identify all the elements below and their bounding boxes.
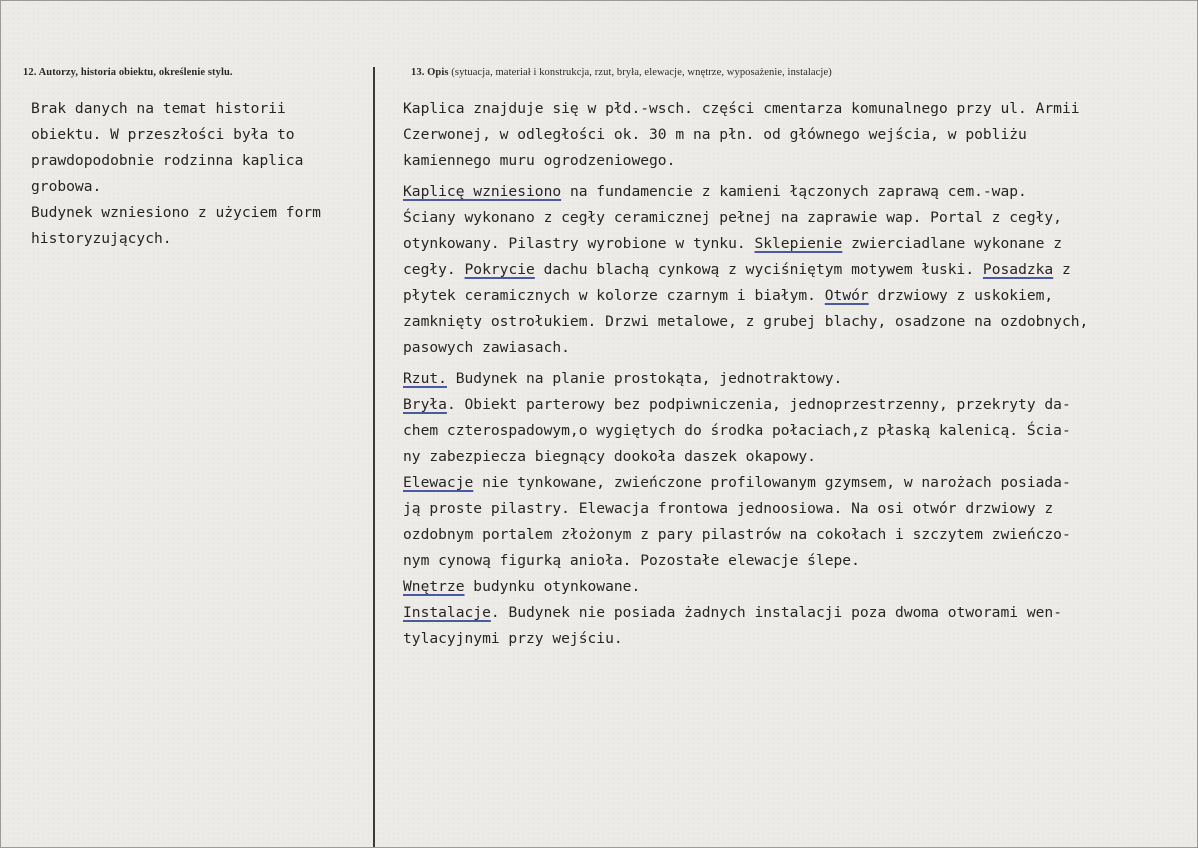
- line-text: pasowych zawiasach.: [403, 339, 570, 356]
- underlined-keyword: Bryła: [403, 396, 447, 413]
- section-13-line: [403, 257, 1088, 283]
- line-text: . Obiekt parterowy bez podpiwniczenia, jednoprzestrzenny, przekryty da-: [446, 396, 1071, 413]
- section-13-line: [403, 122, 1088, 148]
- section-13-line: [403, 574, 1088, 600]
- section-13-heading: [411, 67, 832, 78]
- underlined-keyword: Kaplicę wzniesiono: [403, 183, 562, 200]
- line-text: Ściany wykonano z cegły ceramicznej pełnej na zaprawie wap. Portal z cegły,: [403, 209, 1062, 226]
- section-13-line: [403, 309, 1088, 335]
- underlined-keyword: Posadzka: [982, 261, 1054, 278]
- section-12-line: prawdopodobnie rodzinna kaplica: [31, 152, 304, 169]
- line-text: . Budynek nie posiada żadnych instalacji poza dwoma otworami wen-: [490, 604, 1062, 621]
- section-12-line: obiektu. W przeszłości była to: [31, 126, 295, 143]
- section-13-line: [403, 148, 1088, 174]
- line-text: kamiennego muru ogrodzeniowego.: [403, 152, 676, 169]
- underlined-keyword: Pokrycie: [464, 261, 535, 278]
- section-13-line: [403, 205, 1088, 231]
- section-13-heading-number: 13. Opis: [411, 67, 449, 78]
- section-13-line: [403, 496, 1088, 522]
- line-text: Czerwonej, w odległości ok. 30 m na płn. od głównego wejścia, w pobliżu: [403, 126, 1027, 143]
- underlined-keyword: Sklepienie: [754, 235, 843, 252]
- line-text: ją proste pilastry. Elewacja frontowa jednoosiowa. Na osi otwór drzwiowy z: [403, 500, 1054, 517]
- section-13-line: [403, 418, 1088, 444]
- section-13-line: [403, 335, 1088, 361]
- line-text: Kaplica znajduje się w płd.-wsch. części cmentarza komunalnego przy ul. Armii: [403, 100, 1080, 117]
- section-13-line: [403, 522, 1088, 548]
- section-12-line: Brak danych na temat historii: [31, 100, 286, 117]
- line-text: Budynek na planie prostokąta, jednotraktowy.: [446, 370, 843, 387]
- section-13-line: [403, 96, 1088, 122]
- line-text: zamknięty ostrołukiem. Drzwi metalowe, z grubej blachy, osadzone na ozdobnych,: [403, 313, 1089, 330]
- section-13-line: [403, 626, 1088, 652]
- line-text: na fundamencie z kamieni łączonych zaprawą cem.-wap.: [561, 183, 1027, 200]
- section-12-line: Budynek wzniesiono z użyciem form: [31, 204, 321, 221]
- section-13-line: [403, 444, 1088, 470]
- line-text: zwierciadlane wykonane z: [842, 235, 1062, 252]
- underlined-keyword: Rzut.: [403, 370, 447, 387]
- section-13-line: [403, 231, 1088, 257]
- line-text: nym cynową figurką anioła. Pozostałe elewacje ślepe.: [403, 552, 860, 569]
- section-12-text: [31, 96, 321, 252]
- section-12-heading-text: 12. Autorzy, historia obiektu, określenie stylu.: [23, 67, 233, 78]
- line-text: drzwiowy z uskokiem,: [868, 287, 1054, 304]
- section-13-line: [403, 470, 1088, 496]
- section-12-heading: [23, 67, 233, 78]
- line-text: ozdobnym portalem złożonym z pary pilastrów na cokołach i szczytem zwieńczo-: [403, 526, 1071, 543]
- section-13-line: [403, 366, 1088, 392]
- underlined-keyword: Otwór: [824, 287, 869, 304]
- line-text: dachu blachą cynkową z wyciśniętym motywem łuski.: [534, 261, 983, 278]
- section-13-line: [403, 548, 1088, 574]
- underlined-keyword: Wnętrze: [403, 578, 465, 595]
- line-text: ny zabezpiecza biegnący dookoła daszek okapowy.: [403, 448, 816, 465]
- section-13-line: [403, 283, 1088, 309]
- line-text: tylacyjnymi przy wejściu.: [403, 630, 623, 647]
- section-12-line: grobowa.: [31, 178, 102, 195]
- underlined-keyword: Elewacje: [403, 474, 474, 491]
- line-text: budynku otynkowane.: [464, 578, 641, 595]
- section-13-text: [403, 96, 1088, 652]
- column-divider: [373, 67, 375, 847]
- line-text: z: [1053, 261, 1071, 278]
- line-text: nie tynkowane, zwieńczone profilowanym gzymsem, w narożach posiada-: [473, 474, 1071, 491]
- section-13-line: [403, 600, 1088, 626]
- line-text: cegły.: [403, 261, 465, 278]
- line-text: otynkowany. Pilastry wyrobione w tynku.: [403, 235, 755, 252]
- line-text: płytek ceramicznych w kolorze czarnym i białym.: [403, 287, 825, 304]
- section-13-line: [403, 179, 1088, 205]
- line-text: chem czterospadowym,o wygiętych do środka połaciach,z płaską kalenicą. Ścia-: [403, 422, 1071, 439]
- section-13-line: [403, 392, 1088, 418]
- underlined-keyword: Instalacje: [403, 604, 491, 621]
- section-12-line: historyzujących.: [31, 230, 172, 247]
- section-13-heading-scope: (sytuacja, materiał i konstrukcja, rzut, bryła, elewacje, wnętrze, wyposażenie, instalacje): [448, 67, 832, 78]
